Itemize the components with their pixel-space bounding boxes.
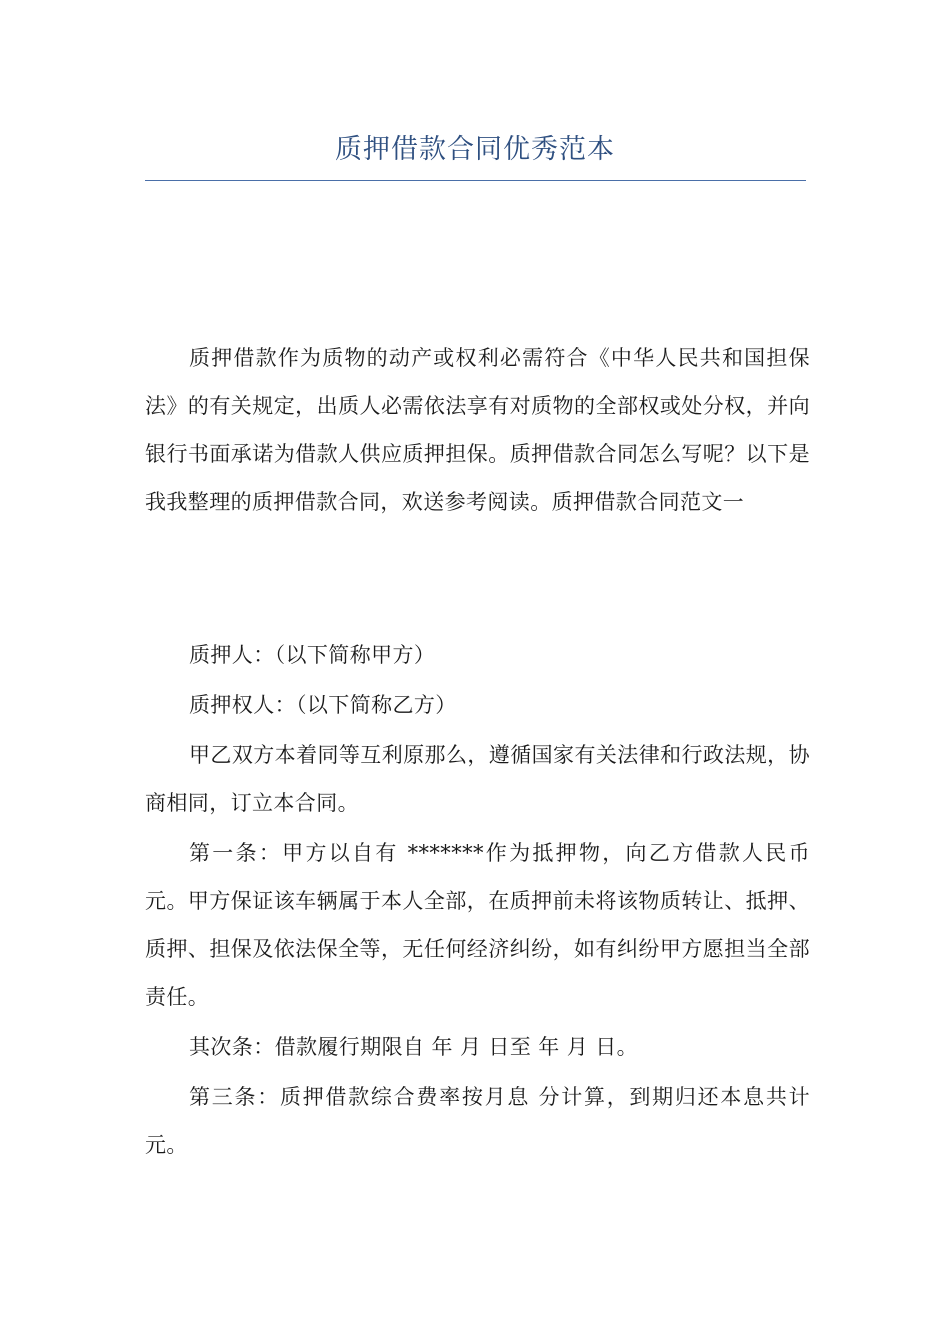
pledgee-line: 质押权人：（以下简称乙方）	[189, 693, 457, 717]
article-1-paragraph: 第一条：甲方以自有 *******作为抵押物，向乙方借款人民币 元。甲方保证该车辆属于本人全部，在质押前未将该物质转让、抵押、质押、担保及依法保全等，无任何经济纠纷，如有纠纷甲方愿担当全部责任。	[145, 841, 810, 1009]
pledgor-line: 质押人：（以下简称甲方）	[189, 643, 436, 667]
article-3-paragraph: 第三条：质押借款综合费率按月息 分计算，到期归还本息共计 元。	[145, 1085, 810, 1157]
document-title: 质押借款合同优秀范本	[335, 134, 615, 165]
preamble-paragraph: 甲乙双方本着同等互利原那么，遵循国家有关法律和行政法规，协商相同，订立本合同。	[145, 743, 810, 815]
contract-section	[145, 631, 810, 1171]
intro-section	[145, 334, 810, 526]
intro-paragraph: 质押借款作为质物的动产或权利必需符合《中华人民共和国担保法》的有关规定，出质人必需依法享有对质物的全部权或处分权，并向银行书面承诺为借款人供应质押担保。质押借款合同怎么写呢？以下是我我整理的质押借款合同，欢送参考阅读。质押借款合同范文一	[145, 346, 810, 514]
article-2-paragraph: 其次条：借款履行期限自 年 月 日至 年 月 日。	[189, 1035, 639, 1059]
title-underline	[145, 180, 806, 181]
